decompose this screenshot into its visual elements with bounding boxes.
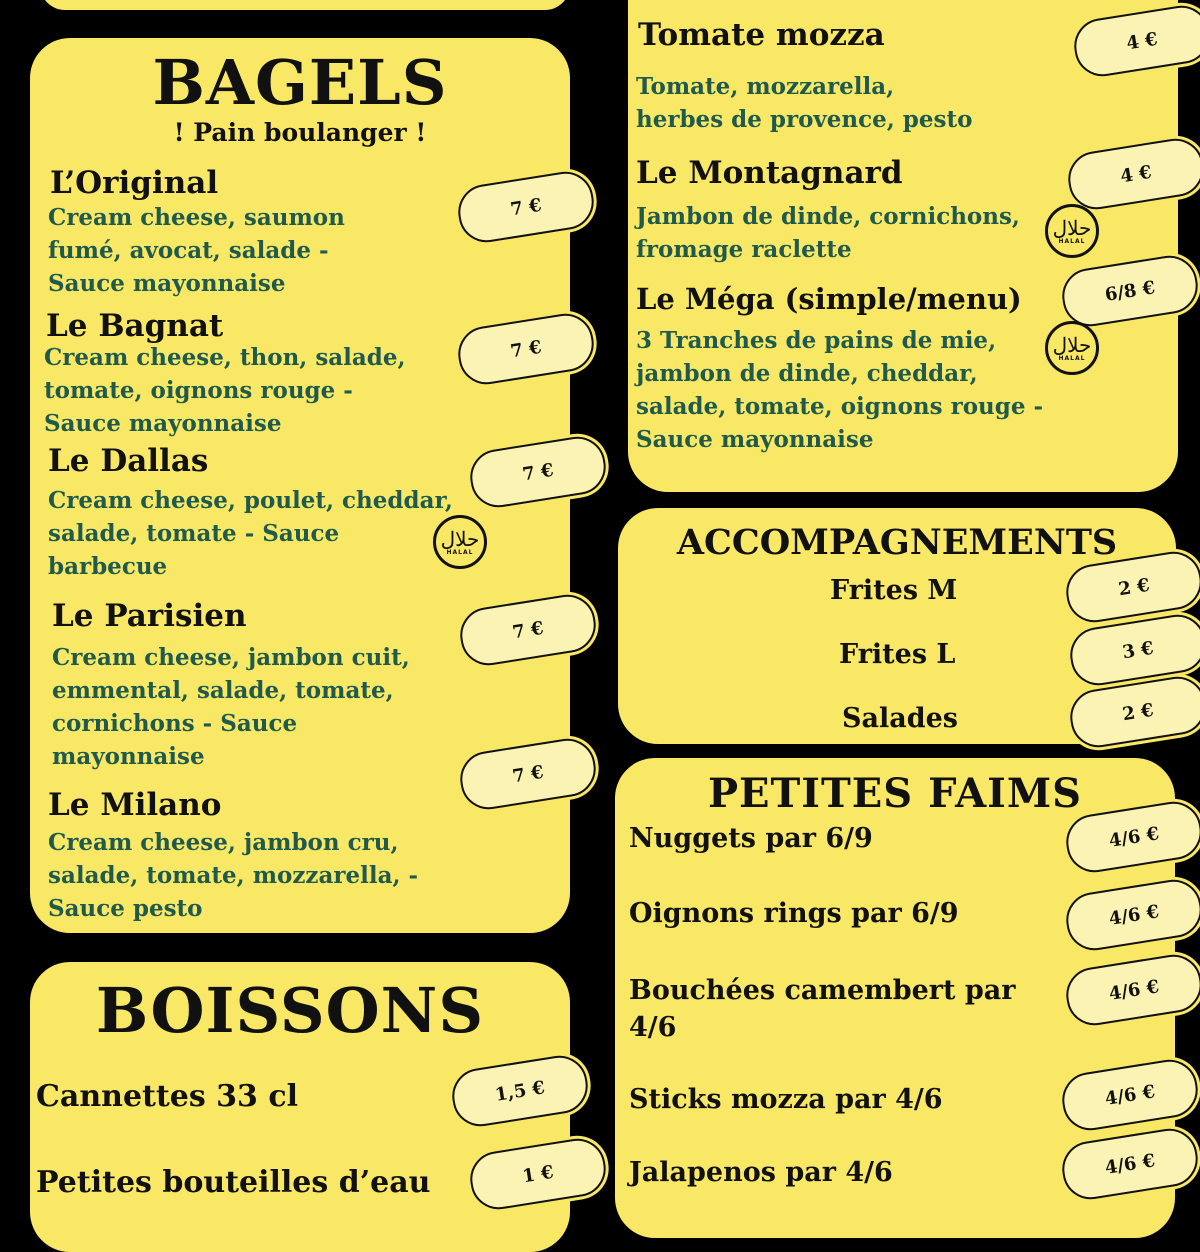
price-badge-original: 7 €	[454, 168, 597, 247]
price-badge-parisien: 7 €	[456, 591, 599, 670]
halal-icon: حلال HALAL	[1045, 321, 1099, 375]
side-name-frites-l: Frites L	[839, 639, 956, 670]
top-panel-fragment	[40, 0, 570, 10]
bagel-name-dallas: Le Dallas	[48, 443, 209, 479]
side-name-frites-m: Frites M	[830, 575, 958, 606]
bagel-desc-parisien: Cream cheese, jambon cuit, emmental, salade, tomate, cornichons - Sauce mayonnaise	[52, 644, 410, 770]
price-badge-milano: 7 €	[456, 735, 599, 814]
boissons-title: BOISSONS	[95, 974, 485, 1047]
bagel-desc-bagnat: Cream cheese, thon, salade, tomate, oignons rouge - Sauce mayonnaise	[44, 344, 406, 437]
price-badge-tomate-mozza: 4 €	[1070, 2, 1200, 81]
price-badge-cannettes: 1,5 €	[448, 1052, 591, 1131]
snack-name-sticks-mozza: Sticks mozza par 4/6	[629, 1084, 943, 1115]
snack-name-jalapenos: Jalapenos par 4/6	[629, 1157, 893, 1188]
drink-name-cannettes: Cannettes 33 cl	[36, 1079, 299, 1114]
bagel-name-milano: Le Milano	[48, 787, 222, 823]
price-badge-montagnard: 4 €	[1064, 135, 1200, 214]
halal-icon: حلال HALAL	[1045, 204, 1099, 258]
bagel-name-original: L’Original	[50, 165, 219, 201]
price-badge-salades: 2 €	[1066, 673, 1200, 752]
bagel-name-parisien: Le Parisien	[52, 598, 247, 634]
price-badge-eau: 1 €	[466, 1135, 609, 1214]
snack-name-camembert: Bouchées camembert par 4/6	[629, 975, 1016, 1043]
halal-icon: حلال HALAL	[433, 515, 487, 569]
sandwich-desc-tomate-mozza: Tomate, mozzarella, herbes de provence, pesto	[636, 73, 973, 133]
sandwich-desc-montagnard: Jambon de dinde, cornichons, fromage raclette	[636, 203, 1020, 263]
bagels-subtitle: ! Pain boulanger !	[173, 118, 427, 147]
snack-name-oignons-rings: Oignons rings par 6/9	[629, 898, 959, 929]
sandwich-name-montagnard: Le Montagnard	[636, 155, 903, 191]
price-badge-oignons-rings: 4/6 €	[1062, 876, 1200, 955]
petites-faims-title: PETITES FAIMS	[707, 770, 1083, 817]
sandwich-desc-mega: 3 Tranches de pains de mie, jambon de dinde, cheddar, salade, tomate, oignons rouge - Sauce mayonnaise	[636, 327, 1044, 453]
price-badge-mega: 6/8 €	[1058, 252, 1200, 331]
price-badge-jalapenos: 4/6 €	[1058, 1125, 1200, 1204]
side-name-salades: Salades	[842, 703, 959, 734]
sandwich-name-mega: Le Méga (simple/menu)	[636, 282, 1022, 316]
bagel-name-bagnat: Le Bagnat	[46, 308, 224, 344]
price-badge-bagnat: 7 €	[454, 310, 597, 389]
snack-name-nuggets: Nuggets par 6/9	[629, 823, 873, 854]
drink-name-eau: Petites bouteilles d’eau	[36, 1165, 431, 1200]
price-badge-nuggets: 4/6 €	[1062, 798, 1200, 877]
accompagnements-title: ACCOMPAGNEMENTS	[676, 522, 1118, 563]
price-badge-camembert: 4/6 €	[1062, 951, 1200, 1030]
bagel-desc-milano: Cream cheese, jambon cru, salade, tomate, mozzarella, - Sauce pesto	[48, 829, 419, 922]
price-badge-frites-l: 3 €	[1066, 611, 1200, 690]
price-badge-dallas: 7 €	[466, 433, 609, 512]
sandwich-name-tomate-mozza: Tomate mozza	[638, 17, 885, 53]
bagel-desc-dallas: Cream cheese, poulet, cheddar, salade, tomate - Sauce barbecue	[48, 487, 453, 580]
price-badge-frites-m: 2 €	[1062, 548, 1200, 627]
price-badge-sticks-mozza: 4/6 €	[1058, 1056, 1200, 1135]
bagels-title: BAGELS	[152, 46, 448, 119]
bagel-desc-original: Cream cheese, saumon fumé, avocat, salade - Sauce mayonnaise	[48, 204, 345, 297]
